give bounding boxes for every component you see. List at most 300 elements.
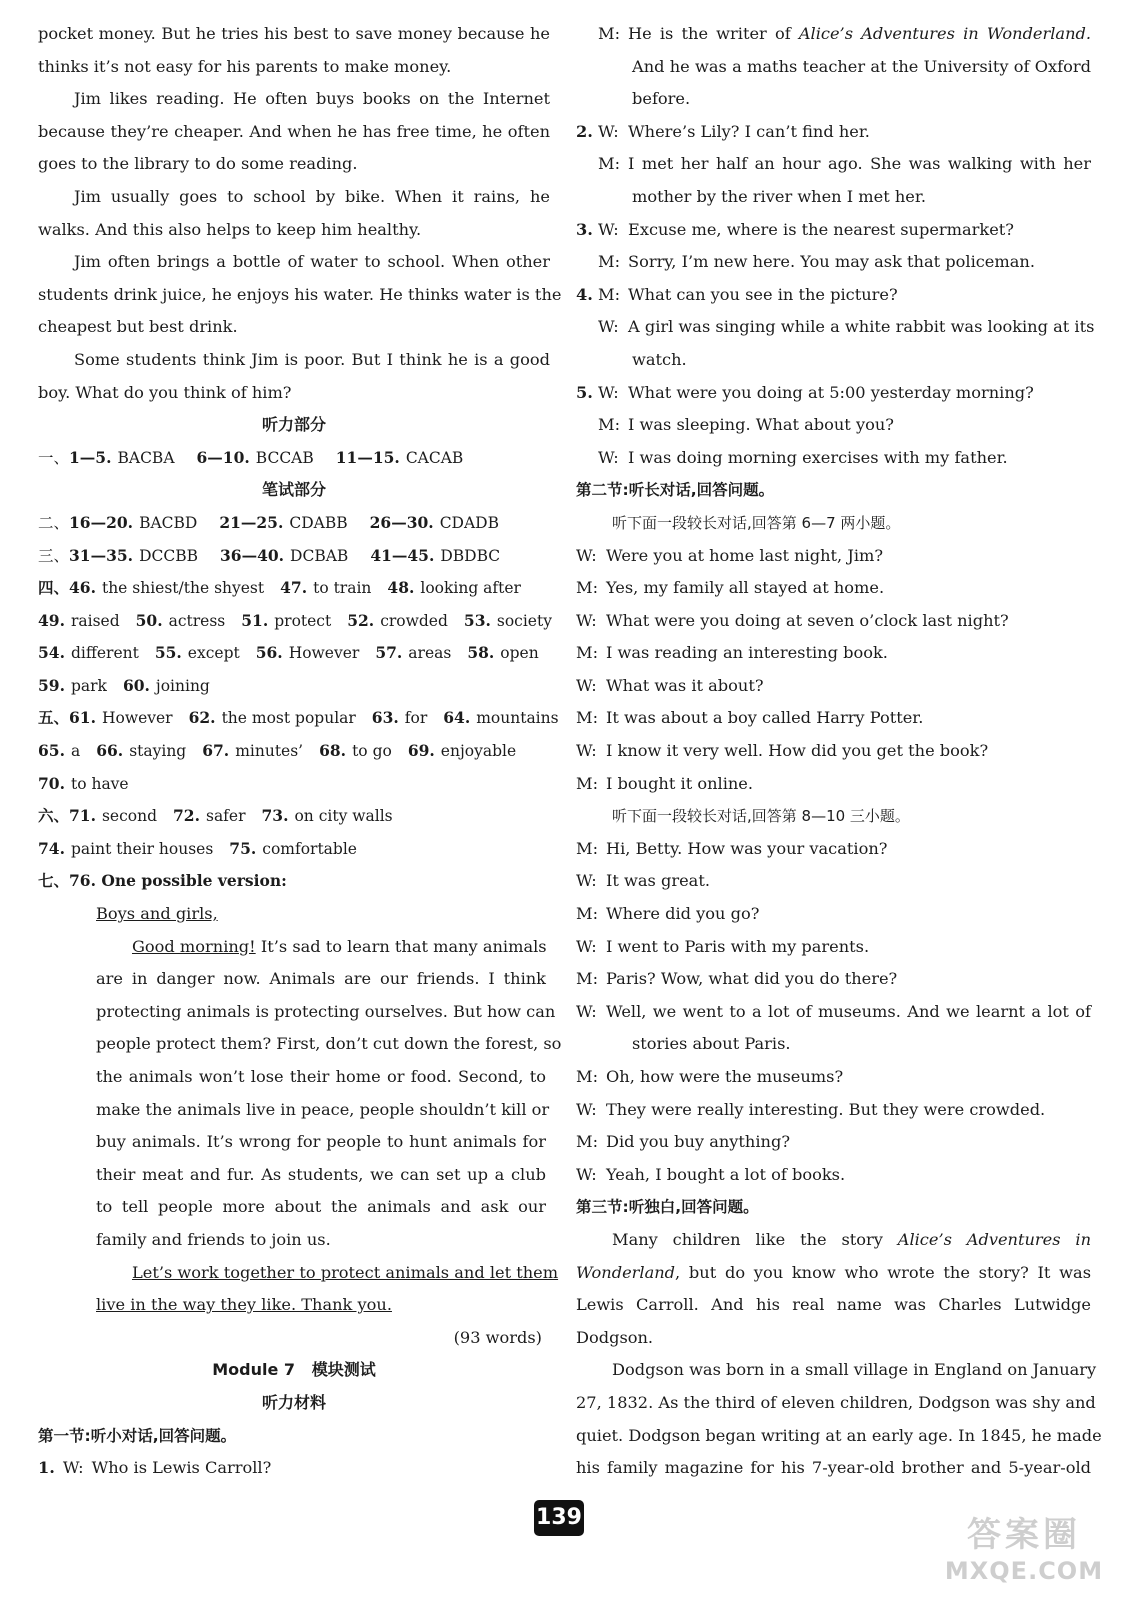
section-number: 一、 <box>38 448 70 467</box>
dialog-text-part: What were you doing at 5:00 yesterday morning? <box>628 382 1034 402</box>
section-title: 听力部分 <box>261 415 326 435</box>
essay-line <box>38 996 556 1029</box>
question-number <box>576 311 598 344</box>
monologue-text: Many children like the story <box>612 1229 898 1249</box>
answer-range: 6—10. <box>196 447 250 467</box>
dialog-line <box>576 409 1091 442</box>
speaker: M: <box>576 773 599 793</box>
speaker: W: <box>576 675 597 695</box>
dialog-line <box>576 637 1091 670</box>
section-7-heading: 七、76. One possible version: <box>38 871 287 891</box>
answer-group <box>370 547 500 565</box>
answer-range: 21—25. <box>219 512 284 532</box>
answer-group <box>69 547 198 565</box>
dialog-line <box>576 246 1091 279</box>
section-4-answers <box>38 572 550 605</box>
passage-line: because they’re cheaper. And when he has free time, he often <box>38 121 550 141</box>
watermark-logo <box>929 1514 1119 1590</box>
book-title: Alice’s Adventures in <box>897 1229 1091 1249</box>
answer-text: crowded <box>380 611 448 630</box>
answer-number: 48. <box>387 578 415 598</box>
answer-letters: DCBAB <box>290 546 349 565</box>
listening-answers <box>38 442 550 475</box>
passage-line: cheapest but best drink. <box>38 317 238 337</box>
answer-item <box>38 644 139 662</box>
essay-line-text: It’s sad to learn that many animals <box>255 936 547 956</box>
answer-range: 16—20. <box>69 512 134 532</box>
speaker: W: <box>576 936 597 956</box>
essay-line <box>38 1028 562 1061</box>
dialog-text-part: Excuse me, where is the nearest supermarket? <box>628 219 1014 239</box>
dialog-text-part: He is the writer of <box>628 24 799 43</box>
dialog-continuation: watch. <box>632 349 687 369</box>
answer-text: minutes’ <box>235 742 304 761</box>
dialog-text: Were you at home last night, Jim? <box>606 545 884 565</box>
dialog-line <box>576 540 1091 573</box>
answer-text: joining <box>155 676 210 695</box>
answer-item <box>443 709 558 727</box>
answer-number: 68. <box>319 741 347 761</box>
answer-group <box>69 514 197 532</box>
answer-number: 52. <box>347 610 375 630</box>
monologue-line: Dodgson was born in a small village in England on January <box>612 1360 1097 1380</box>
essay-line <box>38 1224 546 1257</box>
speaker: M: <box>576 643 599 663</box>
answer-letters: BCCAB <box>255 448 314 467</box>
dialog-text <box>628 279 1091 312</box>
answer-item <box>38 775 129 793</box>
dialog-line <box>576 1094 1091 1127</box>
essay-line-text: family and friends to join us. <box>96 1229 331 1249</box>
dialog-text: Well, we went to a lot of museums. And we learnt a lot of <box>606 1001 1091 1021</box>
dialog-line <box>576 996 1091 1029</box>
answer-text: staying <box>129 742 187 761</box>
dialog-text: Yes, my family all stayed at home. <box>606 578 885 598</box>
answer-text: However <box>101 709 173 728</box>
dialog-text <box>628 409 1091 442</box>
answer-text: to have <box>70 774 129 793</box>
answer-number: 59. <box>38 675 65 695</box>
answer-number: 53. <box>463 610 491 630</box>
speaker: M: <box>576 1067 599 1086</box>
dialog-line <box>576 605 1091 638</box>
answer-item <box>256 644 360 662</box>
question-number <box>576 18 598 51</box>
watermark-top-text: 答案圈 <box>967 1515 1081 1555</box>
dialog-line <box>576 311 1095 344</box>
answer-text: to go <box>352 742 392 761</box>
answer-text: safer <box>205 807 246 826</box>
dialog-line <box>576 148 1091 181</box>
essay-greeting-text: Boys and girls, <box>96 904 218 924</box>
answer-number: 73. <box>261 806 289 826</box>
answer-item <box>38 677 107 695</box>
essay-line <box>38 1061 546 1094</box>
speaker: M: <box>576 838 599 858</box>
section-number: 三、 <box>38 546 70 565</box>
speaker: W: <box>62 1458 84 1478</box>
answer-text: society <box>496 611 552 630</box>
answer-group <box>219 514 347 532</box>
answer-item <box>229 840 357 858</box>
question-number: 5. <box>576 382 593 402</box>
answer-item <box>38 807 157 825</box>
dialog-text <box>628 148 1091 181</box>
monologue-line: 27, 1832. As the third of eleven children, Dodgson was shy and <box>576 1392 1096 1412</box>
dialog-line <box>576 1126 1091 1159</box>
answer-item <box>38 612 120 630</box>
speaker: W: <box>598 382 619 402</box>
answer-number: 57. <box>375 643 403 663</box>
answer-range: 1—5. <box>69 447 112 467</box>
answer-number: 74. <box>38 838 65 858</box>
speaker: W: <box>576 1001 597 1021</box>
dialog-text <box>628 246 1091 279</box>
essay-line <box>38 963 546 996</box>
dialog-text-part: I was sleeping. What about you? <box>628 415 894 435</box>
essay-closing-line <box>38 1257 559 1290</box>
book-title: Alice’s Adventures in Wonderland. <box>798 24 1092 43</box>
dialog-text <box>628 442 1091 475</box>
dialog-text: It was great. <box>606 871 710 891</box>
dialog-text: Paris? Wow, what did you do there? <box>606 969 898 989</box>
essay-closing-line <box>38 1289 546 1322</box>
dialog-text-part: A girl was singing while a white rabbit was looking at its <box>628 317 1095 337</box>
speaker: W: <box>598 317 619 337</box>
answer-text: protect <box>274 611 332 630</box>
answer-text: except <box>187 644 240 663</box>
dialog-line <box>576 18 1091 51</box>
speaker: M: <box>598 24 621 43</box>
monologue-line <box>576 1257 1091 1290</box>
dialog-text: I know it very well. How did you get the book? <box>606 741 989 761</box>
passage-line: goes to the library to do some reading. <box>38 154 358 174</box>
speaker: W: <box>576 545 597 565</box>
answer-text: mountains <box>476 709 559 728</box>
question-number <box>576 246 598 279</box>
essay-line <box>38 931 546 964</box>
essay-line <box>38 1159 546 1192</box>
speaker: M: <box>576 578 599 598</box>
answer-item <box>38 742 80 760</box>
section-5-answers <box>38 735 550 768</box>
answer-number: 60. <box>122 675 150 695</box>
passage-line: students drink juice, he enjoys his water. He thinks water is the <box>38 284 562 304</box>
speaker <box>602 1028 632 1061</box>
speaker: M: <box>598 284 621 304</box>
passage-line: thinks it’s not easy for his parents to make money. <box>38 56 452 76</box>
answer-item <box>241 612 331 630</box>
essay-line-text: the animals won’t lose their home or food. Second, to <box>96 1067 546 1086</box>
answer-letters: DCCBB <box>139 546 198 565</box>
dialog-line <box>576 833 1091 866</box>
answer-item <box>464 612 552 630</box>
materials-title: 听力材料 <box>261 1392 326 1412</box>
answer-group <box>197 449 314 467</box>
dialog-line <box>576 214 1091 247</box>
dialog-text: Hi, Betty. How was your vacation? <box>606 838 888 858</box>
monologue-line: Lewis Carroll. And his real name was Charles Lutwidge <box>576 1295 1091 1315</box>
dialog-line <box>576 702 1091 735</box>
answer-range: 31—35. <box>69 545 134 565</box>
answer-item <box>155 644 240 662</box>
answer-number: 47. <box>280 578 308 598</box>
answer-item <box>408 742 516 760</box>
dialog-line <box>576 735 1091 768</box>
answer-text: park <box>70 676 107 695</box>
answer-item <box>96 742 186 760</box>
answer-text: However <box>288 644 360 663</box>
answer-text: enjoyable <box>440 742 517 761</box>
dialog-text-part: Sorry, I’m new here. You may ask that policeman. <box>628 252 1035 272</box>
answer-range: 41—45. <box>370 545 435 565</box>
answer-item <box>136 612 226 630</box>
answer-item <box>467 644 538 662</box>
answer-letters: CDABB <box>289 513 348 532</box>
answer-number: 64. <box>443 708 471 728</box>
answer-item <box>189 709 356 727</box>
dialog-text <box>628 214 1091 247</box>
dialog-text: Oh, how were the museums? <box>606 1067 844 1086</box>
answer-text: looking after <box>420 579 521 598</box>
answer-item <box>375 644 451 662</box>
essay-line-text: their meat and fur. As students, we can set up a club <box>96 1164 546 1184</box>
answer-item <box>38 840 213 858</box>
passage-line: walks. And this also helps to keep him healthy. <box>38 219 422 239</box>
dialog-text: Did you buy anything? <box>606 1132 790 1152</box>
monologue-line: quiet. Dodgson began writing at an early age. In 1845, he made <box>576 1425 1102 1445</box>
essay-closing-text: live in the way they like. Thank you. <box>96 1295 392 1315</box>
speaker: W: <box>576 610 597 630</box>
answer-range: 26—30. <box>369 512 434 532</box>
dialog-text: Yeah, I bought a lot of books. <box>606 1164 846 1184</box>
answer-text: actress <box>168 611 226 630</box>
answer-letters: CACAB <box>405 448 464 467</box>
dialog-line <box>576 898 1091 931</box>
word-count: (93 words) <box>453 1327 542 1347</box>
answer-number: 56. <box>255 643 283 663</box>
question-number <box>576 442 598 475</box>
question-number: 1. <box>38 1458 55 1478</box>
essay-closing-text: Let’s work together to protect animals and let them <box>132 1262 559 1282</box>
dialog-line <box>576 1028 1091 1061</box>
speaker: M: <box>576 708 599 728</box>
dialog-line <box>38 1452 550 1485</box>
dialog-text: Who is Lewis Carroll? <box>91 1458 272 1478</box>
dialog-text <box>628 311 1094 344</box>
dialog-text: They were really interesting. But they were crowded. <box>606 1099 1046 1119</box>
dialog-text: It was about a boy called Harry Potter. <box>606 708 924 728</box>
answer-text: on city walls <box>294 807 393 826</box>
essay-line-text: buy animals. It’s wrong for people to hunt animals for <box>96 1132 546 1152</box>
speaker: M: <box>576 904 599 924</box>
dialog-continuation: before. <box>632 89 691 109</box>
answer-item <box>173 807 245 825</box>
section-5-answers <box>38 768 550 801</box>
dialog-text: What were you doing at seven o’clock last night? <box>606 610 1009 630</box>
module-title: Module 7 模块测试 <box>212 1360 376 1380</box>
dialog-text <box>628 377 1091 410</box>
speaker: M: <box>598 252 621 272</box>
dialog-text-part: Where’s Lily? I can’t find her. <box>628 121 870 141</box>
left-column <box>38 18 562 1485</box>
dialog-line <box>576 572 1091 605</box>
speaker: W: <box>576 741 597 761</box>
answer-item <box>319 742 392 760</box>
monologue-line: Dodgson. <box>576 1327 654 1347</box>
dialog-text: I went to Paris with my parents. <box>606 936 870 956</box>
dialog-continuation: mother by the river when I met her. <box>632 186 926 206</box>
answer-number: 65. <box>38 741 65 761</box>
answer-text: second <box>101 807 158 826</box>
answer-item <box>347 612 448 630</box>
essay-line-text: are in danger now. Animals are our friends. I think <box>96 969 546 989</box>
answer-item <box>262 807 393 825</box>
answer-number: 67. <box>202 741 230 761</box>
dialog-text-part: I met her half an hour ago. She was walking with her <box>628 154 1091 174</box>
answer-letters: BACBA <box>117 448 175 467</box>
dialog-text <box>628 18 1091 51</box>
dialog-text: Where did you go? <box>606 904 760 924</box>
essay-line <box>38 1191 546 1224</box>
answer-number: 54. <box>38 643 65 663</box>
speaker: M: <box>598 415 621 435</box>
section-4-answers <box>38 637 550 670</box>
answer-letters: DBDBC <box>440 546 501 565</box>
essay-good-morning: Good morning! <box>132 936 256 956</box>
dialog-text: I was reading an interesting book. <box>606 643 888 663</box>
answer-group <box>336 449 464 467</box>
essay-line <box>38 1094 550 1127</box>
passage-line: Some students think Jim is poor. But I think he is a good <box>74 349 550 369</box>
dialog-text-part: What can you see in the picture? <box>628 284 898 304</box>
answer-number: 70. <box>38 773 65 793</box>
answer-letters: BACBD <box>139 513 198 532</box>
dialog-line <box>576 442 1091 475</box>
watermark-bottom-text: MXQE.COM <box>944 1557 1104 1585</box>
section-title: 笔试部分 <box>261 480 326 500</box>
answer-number: 五、61. <box>38 708 96 728</box>
passage-line: Jim usually goes to school by bike. When it rains, he <box>74 186 550 206</box>
question-number <box>576 409 598 442</box>
dialog-line <box>576 377 1091 410</box>
answer-item <box>123 677 210 695</box>
dialog-continuation: And he was a maths teacher at the University of Oxford <box>632 56 1091 76</box>
speaker: M: <box>598 154 621 174</box>
speaker: W: <box>598 121 619 141</box>
section-2-title: 第二节:听长对话,回答问题。 <box>576 481 775 500</box>
answer-number: 四、46. <box>38 578 96 598</box>
section-1-title: 第一节:听小对话,回答问题。 <box>38 1426 237 1445</box>
essay-line-text: people protect them? First, don’t cut down the forest, so <box>96 1034 562 1054</box>
instruction: 听下面一段较长对话,回答第 8—10 三小题。 <box>612 807 910 826</box>
book-title: Wonderland <box>576 1262 676 1282</box>
speaker: M: <box>576 969 599 989</box>
answer-letters: CDADB <box>439 513 499 532</box>
answer-number: 72. <box>173 806 200 826</box>
speaker: M: <box>576 1132 599 1152</box>
speaker: W: <box>576 1164 597 1184</box>
section-6-answers <box>38 833 550 866</box>
answer-item <box>387 579 521 597</box>
section-4-answers <box>38 670 550 703</box>
monologue-line <box>576 1224 1091 1257</box>
dialog-line <box>576 865 1091 898</box>
answer-text: different <box>70 644 139 663</box>
answer-item <box>372 709 427 727</box>
question-number <box>576 148 598 181</box>
answer-number: 69. <box>407 741 435 761</box>
section-3-title: 第三节:听独白,回答问题。 <box>576 1198 759 1217</box>
passage-line: Jim often brings a bottle of water to school. When other <box>74 252 550 272</box>
dialog-text <box>628 116 1091 149</box>
answer-group <box>370 514 499 532</box>
answer-item <box>202 742 303 760</box>
answer-text: the most popular <box>221 709 356 728</box>
answer-item <box>38 579 264 597</box>
question-number: 2. <box>576 121 593 141</box>
essay-line-text: make the animals live in peace, people shouldn’t kill or <box>96 1099 550 1119</box>
passage-line: boy. What do you think of him? <box>38 382 292 402</box>
answer-text: comfortable <box>262 839 357 858</box>
dialog-line <box>576 768 1091 801</box>
answer-item <box>38 709 173 727</box>
speaker: W: <box>598 219 619 239</box>
answer-text: the shiest/the shyest <box>101 579 265 598</box>
answer-text: to train <box>313 579 372 598</box>
answer-number: 49. <box>38 610 65 630</box>
section-6-answers <box>38 800 550 833</box>
passage-line: Jim likes reading. He often buys books on the Internet <box>74 89 550 109</box>
answer-number: 62. <box>188 708 216 728</box>
dialog-text: I bought it online. <box>606 773 754 793</box>
question-number: 4. <box>576 284 593 304</box>
answer-number: 63. <box>371 708 399 728</box>
dialog-line <box>576 116 1091 149</box>
answer-group <box>69 449 175 467</box>
instruction: 听下面一段较长对话,回答第 6—7 两小题。 <box>612 513 901 532</box>
monologue-line: his family magazine for his 7-year-old brother and 5-year-old <box>576 1458 1091 1478</box>
dialog-line <box>576 279 1091 312</box>
answer-number: 75. <box>229 838 257 858</box>
dialog-line <box>576 1159 1091 1192</box>
right-column <box>576 18 1102 1485</box>
answer-number: 58. <box>467 643 495 663</box>
section-5-answers <box>38 702 559 735</box>
dialog-text-part: I was doing morning exercises with my father. <box>628 447 1008 467</box>
answer-text: paint their houses <box>70 839 214 858</box>
section-4-answers <box>38 605 550 638</box>
answer-number: 66. <box>96 741 124 761</box>
speaker: W: <box>576 1099 597 1119</box>
monologue-text: , but do you know who wrote the story? It was <box>675 1262 1091 1282</box>
answer-text: open <box>500 644 539 663</box>
answer-range: 11—15. <box>335 447 400 467</box>
dialog-text: What was it about? <box>606 675 764 695</box>
essay-line-text: to tell people more about the animals and ask our <box>96 1197 546 1217</box>
answer-number: 51. <box>241 610 269 630</box>
essay-greeting <box>38 898 546 931</box>
section-3-answers <box>38 540 550 573</box>
answer-text: for <box>404 709 428 728</box>
dialog-line <box>576 963 1091 996</box>
answer-text: areas <box>408 644 452 663</box>
answer-number: 50. <box>135 610 163 630</box>
answer-group <box>220 547 348 565</box>
dialog-text: stories about Paris. <box>632 1034 791 1054</box>
answer-number: 六、71. <box>38 806 96 826</box>
essay-line <box>38 1126 546 1159</box>
